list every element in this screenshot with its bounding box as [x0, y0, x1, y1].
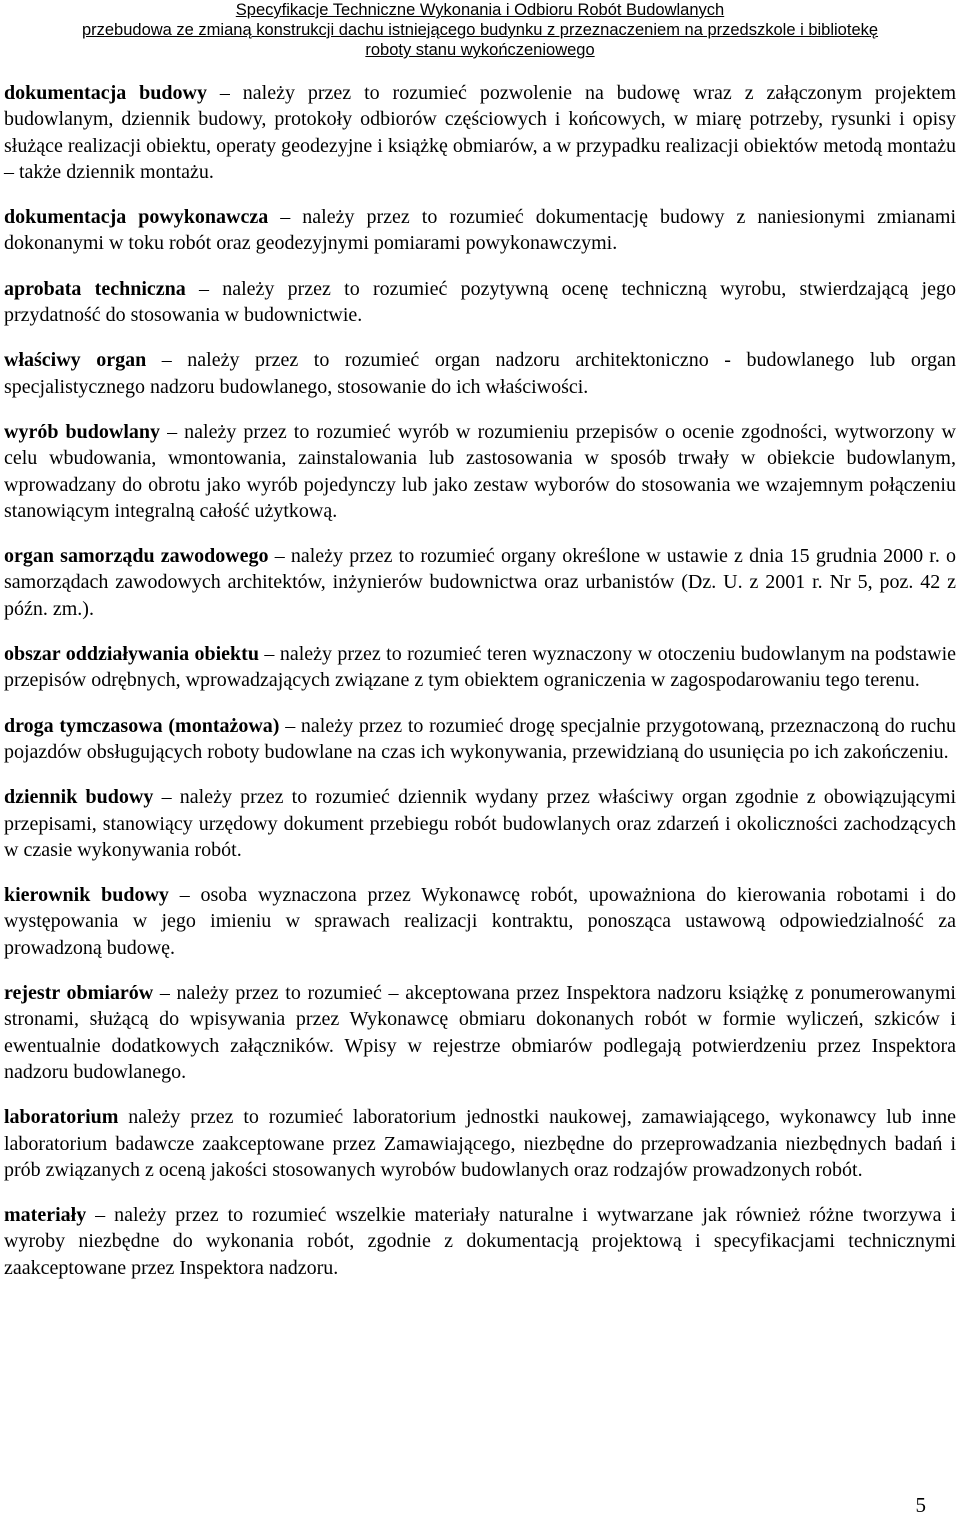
definition-text: – należy przez to rozumieć dokumentację budowy z naniesionymi zmianami dokonanymi w toku robót oraz geodezyjnymi pomiarami powykonawczymi. — [4, 206, 956, 255]
definition-text: – należy przez to rozumieć teren wyznaczony w otoczeniu budowlanym na podstawie przepisów odrębnych, wprowadzających związane z tym obiektem ograniczenia w zagospodarowaniu tego terenu. — [4, 643, 956, 692]
definition-paragraph — [4, 204, 956, 257]
definition-text: – należy przez to rozumieć pozwolenie na budowę wraz z załączonym projektem budowlanym, dziennik budowy, protokoły odbiorów częściowych i końcowych, w miarę potrzeby, rysunki i opisy służące realizacji obiektu, operaty geodezyjne i książkę obmiarów, a w przypadku realizacji obiektów metodą montażu – także dziennik montażu. — [4, 82, 956, 183]
definition-text: – należy przez to rozumieć organ nadzoru architektoniczno - budowlanego lub organ specjalistycznego nadzoru budowlanego, stosowanie do ich właściwości. — [4, 349, 956, 398]
definition-paragraph — [4, 980, 956, 1085]
definition-paragraph — [4, 713, 956, 766]
definition-term: kierownik budowy — [4, 884, 169, 907]
definition-term: dziennik budowy — [4, 786, 154, 809]
definition-paragraph — [4, 276, 956, 329]
definition-text: – należy przez to rozumieć wyrób w rozumieniu przepisów o ocenie zgodności, wytworzony w celu wbudowania, wmontowania, zainstalowania lub zastosowania w sposób trwały w obiekcie budowlanym, wprowadzany do obrotu jako wyrób pojedynczy lub jako zestaw wyborów do stosowania we wzajemnym połączeniu stanowiącym integralną całość użytkową. — [4, 420, 956, 522]
definition-paragraph — [4, 882, 956, 961]
definition-term: materiały — [4, 1204, 87, 1227]
definition-term: dokumentacja budowy — [4, 82, 207, 104]
header-subtitle: przebudowa ze zmianą konstrukcji dachu istniejącego budynku z przeznaczeniem na przedszkole i bibliotekę — [81, 21, 879, 39]
definition-paragraph — [4, 641, 956, 694]
definition-text: – należy przez to rozumieć dziennik wydany przez właściwy organ zgodnie z obowiązującymi przepisami, stanowiący urzędowy dokument przebiegu robót budowlanych oraz zdarzeń i okoliczności zachodzących w czasie wykonywania robót. — [4, 786, 956, 861]
header-scope: roboty stanu wykończeniowego — [365, 41, 595, 59]
definition-term: wyrób budowlany — [4, 420, 161, 443]
definition-term: aprobata techniczna — [4, 277, 186, 300]
definitions-list — [4, 80, 956, 1300]
definition-paragraph — [4, 1202, 956, 1281]
definition-term: dokumentacja powykonawcza — [4, 206, 269, 229]
definition-text: – należy przez to rozumieć wszelkie materiały naturalne i wytwarzane jak również różne tworzywa i wyroby niezbędne do wykonania robót, zgodnie z dokumentacją projektową i specyfikacjami technicznymi zaakceptowane przez Inspektora nadzoru. — [4, 1204, 956, 1279]
definition-paragraph — [4, 80, 956, 185]
definition-term: droga tymczasowa (montażowa) — [4, 714, 280, 737]
definition-paragraph — [4, 543, 956, 622]
definition-text: – należy przez to rozumieć – akceptowana przez Inspektora nadzoru książkę z ponumerowanymi stronami, służącą do wpisywania przez Wykonawcę obmiaru dokonanych robót w formie wyliczeń, szkiców i ewentualnie dodatkowych załączników. Wpisy w rejestrze obmiarów podlegają potwierdzeniu przez Inspektora nadzoru budowlanego. — [4, 982, 956, 1083]
definition-term: obszar oddziaływania obiektu — [4, 643, 259, 666]
definition-text: należy przez to rozumieć laboratorium jednostki naukowej, zamawiającego, wykonawcy lub inne laboratorium badawcze zaakceptowane przez Zamawiającego, niezbędne do przeprowadzania niezbędnych badań i prób związanych z oceną jakości stosowanych wyrobów budowlanych oraz rodzajów prowadzonych robót. — [4, 1106, 956, 1181]
definition-term: rejestr obmiarów — [4, 982, 154, 1005]
page-number: 5 — [915, 1493, 926, 1517]
header-title: Specyfikacje Techniczne Wykonania i Odbioru Robót Budowlanych — [235, 1, 725, 19]
definition-paragraph — [4, 1104, 956, 1183]
definition-term: organ samorządu zawodowego — [4, 545, 269, 568]
definition-text: – należy przez to rozumieć organy określone w ustawie z dnia 15 grudnia 2000 r. o samorządach zawodowych architektów, inżynierów budownictwa oraz urbanistów (Dz. U. z 2001 r. Nr 5, poz. 42 z późn. zm.). — [4, 545, 956, 620]
definition-text: – osoba wyznaczona przez Wykonawcę robót, upoważniona do kierowania robotami i do występowania w jego imieniu w sprawach realizacji kontraktu, ponosząca ustawową odpowiedzialność za prowadzoną budowę. — [4, 884, 956, 959]
definition-paragraph — [4, 419, 956, 524]
definition-paragraph — [4, 347, 956, 400]
definition-term: laboratorium — [4, 1106, 119, 1129]
definition-paragraph — [4, 784, 956, 863]
definition-text: – należy przez to rozumieć pozytywną ocenę techniczną wyrobu, stwierdzającą jego przydatność do stosowania w budownictwie. — [4, 277, 956, 327]
definition-text: – należy przez to rozumieć drogę specjalnie przygotowaną, przeznaczoną do ruchu pojazdów obsługujących roboty budowlane na czas ich wykonywania, przewidzianą do usunięcia po ich zakończeniu. — [4, 714, 956, 763]
definition-term: właściwy organ — [4, 349, 147, 372]
document-header — [0, 0, 960, 60]
